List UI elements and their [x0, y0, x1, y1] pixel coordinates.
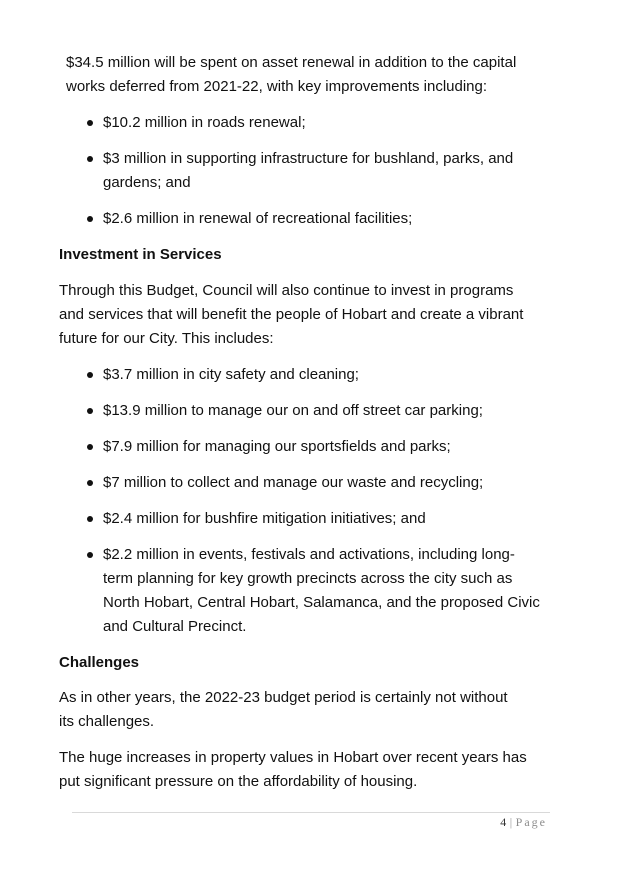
list-item: $10.2 million in roads renewal;	[0, 111, 622, 135]
intro-paragraph: $34.5 million will be spent on asset renewal in addition to the capital works deferred from 2021-22, with key improvements including:	[66, 54, 517, 95]
list-item: $2.6 million in renewal of recreational facilities;	[0, 207, 622, 231]
list-item: $13.9 million to manage our on and off street car parking;	[0, 399, 622, 423]
page-footer	[500, 815, 547, 830]
list-item: $3.7 million in city safety and cleaning;	[0, 363, 622, 387]
page-number: 4	[500, 815, 507, 829]
section-heading-services: Investment in Services	[59, 246, 222, 263]
section-heading-challenges: Challenges	[59, 654, 140, 671]
list-item: $7 million to collect and manage our waste and recycling;	[0, 471, 622, 495]
services-list	[0, 363, 622, 651]
challenges-paragraph-1: As in other years, the 2022-23 budget period is certainly not without its challenges.	[59, 689, 508, 730]
challenges-paragraph-2: The huge increases in property values in Hobart over recent years has put significant pressure on the affordability of housing.	[59, 749, 527, 790]
list-item: $2.4 million for bushfire mitigation initiatives; and	[0, 507, 622, 531]
footer-divider	[72, 812, 550, 813]
renewal-list	[0, 111, 622, 243]
list-item: $7.9 million for managing our sportsfields and parks;	[0, 435, 622, 459]
services-paragraph: Through this Budget, Council will also continue to invest in programs and services that will benefit the people of Hobart and create a vibrant future for our City. This includes:	[59, 282, 524, 347]
footer-separator: |	[509, 815, 513, 829]
list-item: $3 million in supporting infrastructure for bushland, parks, and gardens; and	[0, 147, 622, 195]
list-item: $2.2 million in events, festivals and activations, including long-term planning for key growth precincts across the city such as North Hobart, Central Hobart, Salamanca, and the proposed Civic and Cultural Precinct.	[0, 543, 622, 639]
page-label: Page	[515, 815, 547, 829]
